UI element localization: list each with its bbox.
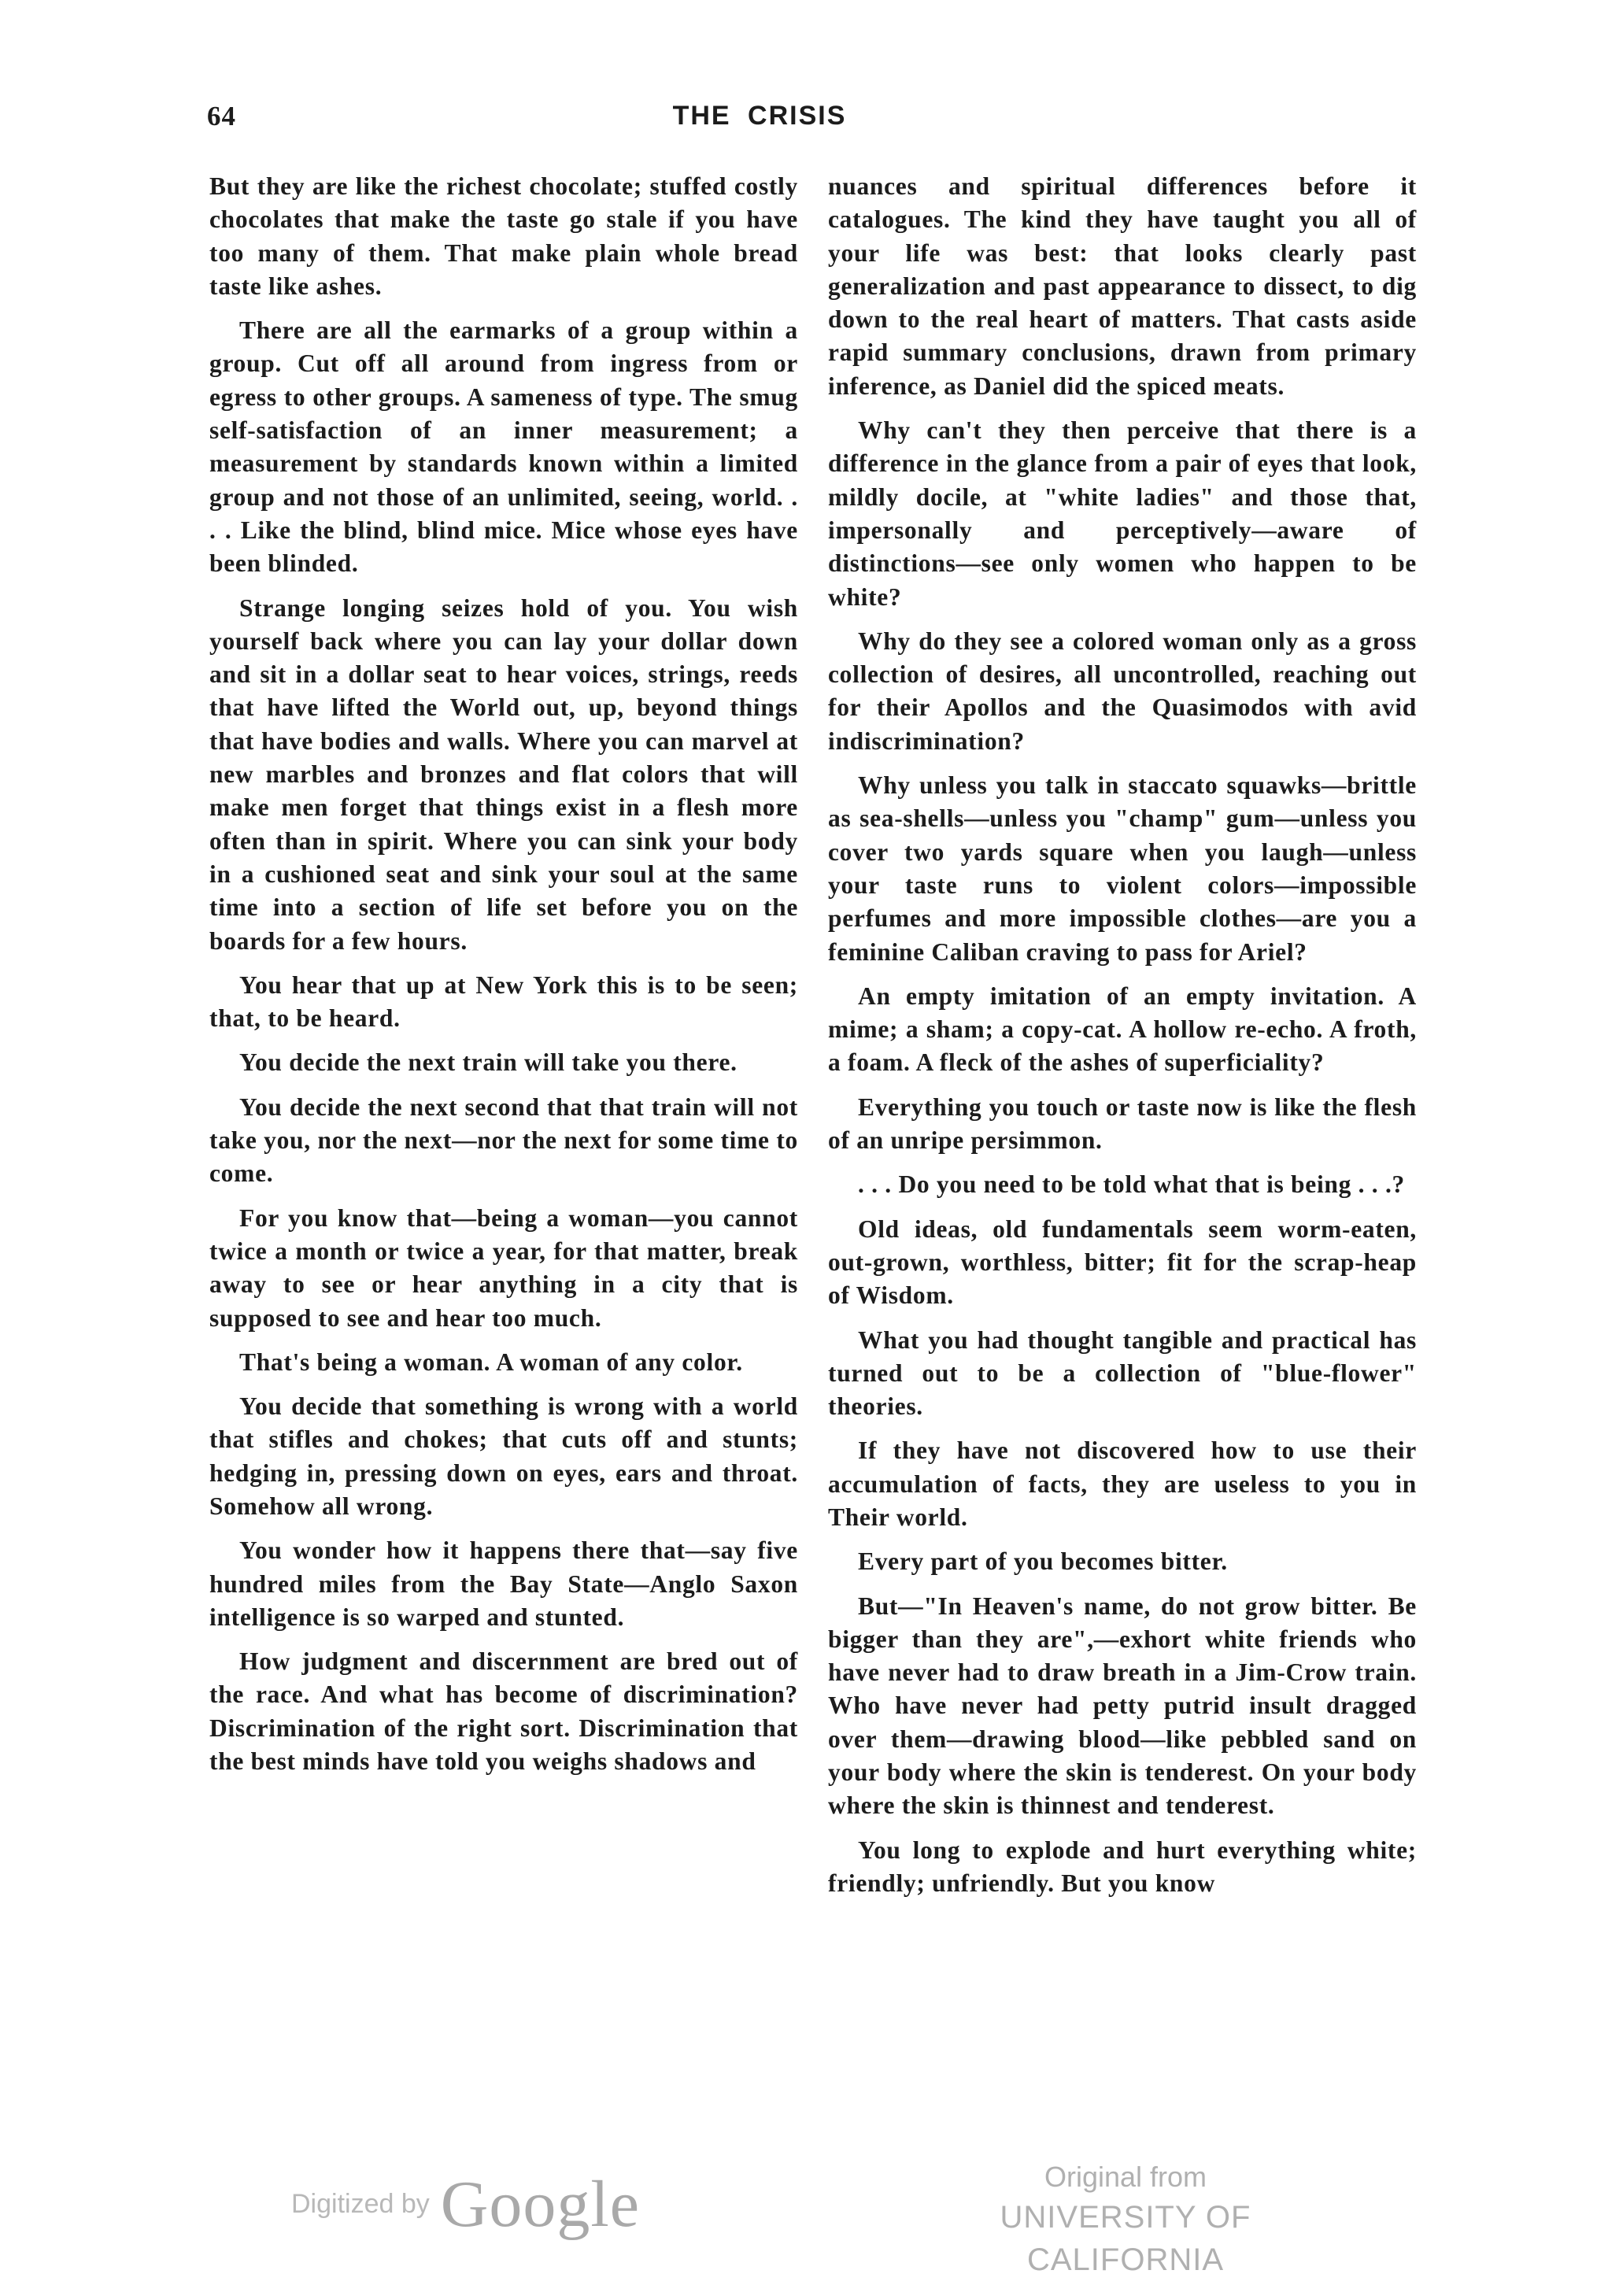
- paragraph: You hear that up at New York this is to be seen; that, to be heard.: [209, 971, 798, 1033]
- digitized-watermark: [291, 2157, 640, 2251]
- paragraph: Every part of you becomes bitter.: [858, 1547, 1228, 1576]
- paragraph: You decide the next second that that train will not take you, nor the next—nor the next for some time to come.: [209, 1093, 798, 1188]
- left-column: [209, 170, 798, 1789]
- paragraph: Why unless you talk in staccato squawks—brittle as sea-shells—unless you "champ" gum—unless you cover two yards square when you laugh—unless your taste runs to violent colors—impossible perfumes and more impossible clothes—are you a feminine Caliban craving to pass for Ariel?: [828, 771, 1417, 966]
- paragraph: That's being a woman. A woman of any color.: [239, 1348, 743, 1376]
- paragraph: Strange longing seizes hold of you. You wish yourself back where you can lay your dollar down and sit in a dollar seat to hear voices, strings, reeds that have lifted the World out, up, beyond things that have bodies and walls. Where you can marvel at new marbles and bronzes and flat colors that will make men forget that things exist in a flesh more often than in spirit. Where you can sink your body in a cushioned seat and sink your soul at the same time into a section of life set before you on the boards for a few hours.: [209, 593, 798, 955]
- page-number: 64: [207, 101, 236, 131]
- original-from-label: Original from: [1044, 2161, 1207, 2193]
- paragraph: You wonder how it happens there that—say five hundred miles from the Bay State—Anglo Saxon intelligence is so warped and stunted.: [209, 1536, 798, 1631]
- paragraph: But they are like the richest chocolate; stuffed costly chocolates that make the taste go stale if you have too many of them. That make plain whole bread taste like ashes.: [209, 172, 798, 300]
- university-label: UNIVERSITY OF CALIFORNIA: [1000, 2200, 1251, 2277]
- paragraph: What you had thought tangible and practical has turned out to be a collection of "blue-flower" theories.: [828, 1325, 1417, 1421]
- paragraph: Everything you touch or taste now is like the flesh of an unripe persimmon.: [828, 1093, 1417, 1155]
- paragraph: But—"In Heaven's name, do not grow bitter. Be bigger than they are",—exhort white friends who have never had to draw breath in a Jim-Crow train. Who have never had petty putrid insult dragged over them—drawing blood—like pebbled sand on your body where the skin is tenderest. On your body where the skin is thinnest and tenderest.: [828, 1592, 1417, 1820]
- paragraph: Why do they see a colored woman only as a gross collection of desires, all uncontrolled, reaching out for their Apollos and the Quasimodos with avid indiscrimination?: [828, 627, 1417, 755]
- paragraph: If they have not discovered how to use their accumulation of facts, they are useless to you in Their world.: [828, 1436, 1417, 1531]
- paragraph: For you know that—being a woman—you cannot twice a month or twice a year, for that matter, break away to see or hear anything in a city that is supposed to see and hear too much.: [209, 1203, 798, 1332]
- paragraph: You long to explode and hurt everything white; friendly; unfriendly. But you know: [828, 1836, 1417, 1897]
- running-title: THE CRISIS: [672, 101, 847, 131]
- paragraph: There are all the earmarks of a group within a group. Cut off all around from ingress from or egress to other groups. A sameness of type. The smug self-satisfaction of an inner measurement; a measurement by standards known within a limited group and not those of an unlimited, seeing, world. . . . Like the blind, blind mice. Mice whose eyes have been blinded.: [209, 316, 798, 578]
- paragraph: Old ideas, old fundamentals seem worm-eaten, out-grown, worthless, bitter; fit for the scrap-heap of Wisdom.: [828, 1215, 1417, 1310]
- paragraph: nuances and spiritual differences before it catalogues. The kind they have taught you all of your life was best: that looks clearly past generalization and past appearance to dissect, to dig down to the real heart of matters. That casts aside rapid summary conclusions, drawn from primary inference, as Daniel did the spiced meats.: [828, 172, 1417, 400]
- paragraph: Why can't they then perceive that there is a difference in the glance from a pair of eyes that look, mildly docile, at "white ladies" and those that, impersonally and perceptively—aware of distinctions—see only women who happen to be white?: [828, 416, 1417, 611]
- right-column: [828, 170, 1417, 1911]
- digitized-by-label: Digitized by: [291, 2188, 430, 2219]
- paragraph: You decide that something is wrong with a world that stifles and chokes; that cuts off and stunts; hedging in, pressing down on eyes, ears and throat. Somehow all wrong.: [209, 1392, 798, 1520]
- paragraph: You decide the next train will take you there.: [239, 1048, 737, 1077]
- google-logo: Google: [440, 2167, 641, 2241]
- paragraph: An empty imitation of an empty invitation. A mime; a sham; a copy-cat. A hollow re-echo. A froth, a foam. A fleck of the ashes of superficiality?: [828, 982, 1417, 1077]
- paragraph: How judgment and discernment are bred out of the race. And what has become of discrimination? Discrimination of the right sort. Discrimination that the best minds have told you weighs shadows and: [209, 1647, 798, 1776]
- paragraph: . . . Do you need to be told what that is being . . .?: [858, 1170, 1405, 1199]
- source-watermark: [905, 2158, 1346, 2281]
